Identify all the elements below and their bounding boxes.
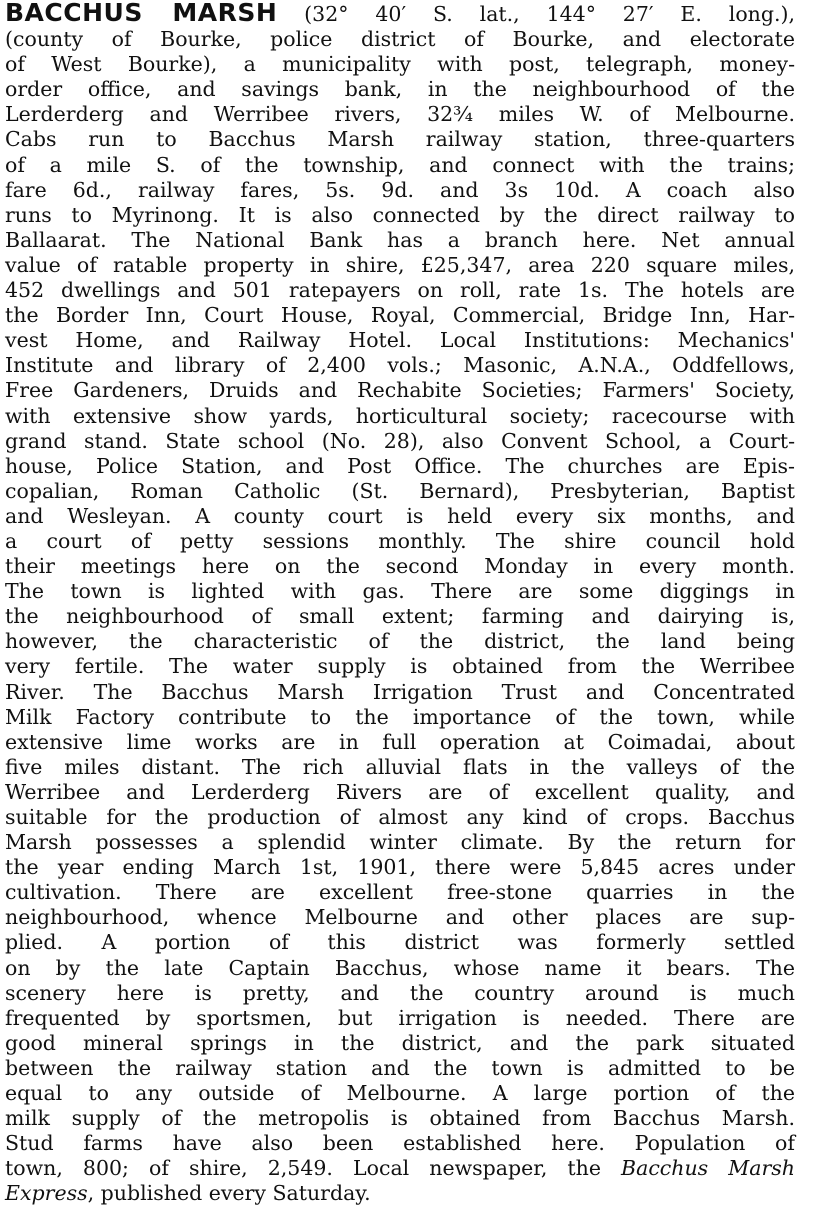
- entry-line: Milk Factory contribute to the importance of the town, while: [5, 704, 795, 729]
- entry-line: 452 dwellings and 501 ratepayers on roll, rate 1s. The hotels are: [5, 278, 795, 303]
- entry-line: vest Home, and Railway Hotel. Local Institutions: Mechanics': [5, 328, 795, 353]
- entry-headword: BACCHUS MARSH: [5, 0, 278, 27]
- entry-line: of a mile S. of the township, and connect with the trains;: [5, 152, 795, 177]
- entry-line: Free Gardeners, Druids and Rechabite Societies; Farmers' Society,: [5, 378, 795, 403]
- entry-line: between the railway station and the town is admitted to be: [5, 1055, 795, 1080]
- newspaper-title: Bacchus Marsh: [621, 1156, 795, 1181]
- entry-line: the year ending March 1st, 1901, there were 5,845 acres under: [5, 855, 795, 880]
- entry-line: value of ratable property in shire, £25,347, area 220 square miles,: [5, 252, 795, 277]
- entry-line: Stud farms have also been established here. Population of: [5, 1131, 795, 1156]
- entry-line: frequented by sportsmen, but irrigation is needed. There are: [5, 1005, 795, 1030]
- entry-line: scenery here is pretty, and the country around is much: [5, 980, 795, 1005]
- gazetteer-entry: [5, 0, 795, 1207]
- entry-line: the neighbourhood of small extent; farming and dairying is,: [5, 604, 795, 629]
- entry-line: extensive lime works are in full operation at Coimadai, about: [5, 729, 795, 754]
- entry-line: (county of Bourke, police district of Bourke, and electorate: [5, 27, 795, 52]
- entry-closing-text: , published every Saturday.: [87, 1181, 371, 1206]
- entry-line: equal to any outside of Melbourne. A large portion of the: [5, 1081, 795, 1106]
- entry-line: Lerderderg and Werribee rivers, 32¾ miles W. of Melbourne.: [5, 102, 795, 127]
- entry-line: neighbourhood, whence Melbourne and other places are sup-: [5, 905, 795, 930]
- entry-line: of West Bourke), a municipality with post, telegraph, money-: [5, 52, 795, 77]
- entry-line: on by the late Captain Bacchus, whose name it bears. The: [5, 955, 795, 980]
- entry-line: Institute and library of 2,400 vols.; Masonic, A.N.A., Oddfellows,: [5, 353, 795, 378]
- entry-line: cultivation. There are excellent free-stone quarries in the: [5, 880, 795, 905]
- entry-line: a court of petty sessions monthly. The shire council hold: [5, 528, 795, 553]
- entry-line: Werribee and Lerderderg Rivers are of excellent quality, and: [5, 779, 795, 804]
- entry-line: River. The Bacchus Marsh Irrigation Trust and Concentrated: [5, 679, 795, 704]
- entry-line: grand stand. State school (No. 28), also Convent School, a Court-: [5, 428, 795, 453]
- entry-line: plied. A portion of this district was formerly settled: [5, 930, 795, 955]
- newspaper-title-continued: Express: [5, 1181, 88, 1206]
- entry-line: their meetings here on the second Monday in every month.: [5, 554, 795, 579]
- entry-line: five miles distant. The rich alluvial flats in the valleys of the: [5, 754, 795, 779]
- entry-line: copalian, Roman Catholic (St. Bernard), Presbyterian, Baptist: [5, 478, 795, 503]
- entry-coordinates: (32° 40′ S. lat., 144° 27′ E. long.),: [277, 2, 796, 26]
- entry-line: suitable for the production of almost any kind of crops. Bacchus: [5, 805, 795, 829]
- entry-line: and Wesleyan. A county court is held every six months, and: [5, 503, 795, 528]
- entry-line: order office, and savings bank, in the neighbourhood of the: [5, 77, 795, 102]
- entry-line: The town is lighted with gas. There are some diggings in: [5, 579, 795, 604]
- entry-line: runs to Myrinong. It is also connected by the direct railway to: [5, 202, 795, 227]
- entry-body: [5, 27, 795, 1156]
- entry-line-text: town, 800; of shire, 2,549. Local newspaper, the: [5, 1156, 622, 1181]
- entry-line: house, Police Station, and Post Office. The churches are Epis-: [5, 453, 795, 478]
- entry-line: Marsh possesses a splendid winter climate. By the return for: [5, 830, 795, 855]
- entry-line: with extensive show yards, horticultural society; racecourse with: [5, 403, 795, 428]
- entry-line: good mineral springs in the district, and the park situated: [5, 1030, 795, 1055]
- entry-heading-line: [5, 0, 795, 27]
- entry-line: very fertile. The water supply is obtained from the Werribee: [5, 654, 795, 679]
- entry-line: milk supply of the metropolis is obtained from Bacchus Marsh.: [5, 1106, 795, 1131]
- entry-line: [5, 1181, 795, 1206]
- entry-line: however, the characteristic of the district, the land being: [5, 629, 795, 654]
- entry-line: fare 6d., railway fares, 5s. 9d. and 3s 10d. A coach also: [5, 177, 795, 202]
- entry-line: Cabs run to Bacchus Marsh railway station, three-quarters: [5, 127, 795, 152]
- entry-line: [5, 1156, 795, 1181]
- entry-line: Ballaarat. The National Bank has a branch here. Net annual: [5, 227, 795, 252]
- entry-line: the Border Inn, Court House, Royal, Commercial, Bridge Inn, Har-: [5, 303, 795, 328]
